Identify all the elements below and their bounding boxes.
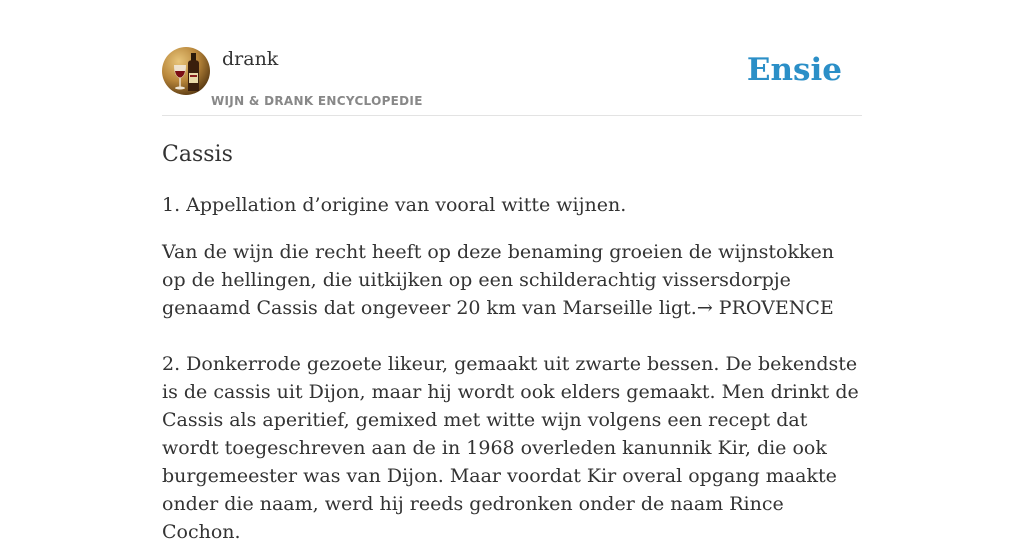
site-name[interactable]: drank [222,48,279,70]
brand-logo[interactable]: Ensie [746,52,842,88]
article-title: Cassis [162,142,233,167]
article [162,138,862,546]
article-paragraph: Van de wijn die recht heeft op deze benaming groeien de wijnstokken op de hellingen, die uitkijken op een schilderachtig vissersdorpje genaamd Cassis dat ongeveer 20 km van Marseille ligt.→ PROVENCE [162,241,834,319]
site-subtitle[interactable]: WIJN & DRANK ENCYCLOPEDIE [211,94,423,108]
article-paragraph: 1. Appellation d’origine van vooral witte wijnen. [162,194,627,216]
wine-glass-bottle-icon[interactable] [162,47,210,95]
article-paragraph: 2. Donkerrode gezoete likeur, gemaakt uit zwarte bessen. De bekendste is de cassis uit Dijon, maar hij wordt ook elders gemaakt. Men drinkt de Cassis als aperitief, gemixed met witte wijn volgens een recept dat wordt toegeschreven aan de in 1968 overleden kanunnik Kir, die ook burgemeester was van Dijon. Maar voordat Kir overal opgang maakte onder die naam, werd hij reeds gedronken onder de naam Rince Cochon. [162,353,859,543]
header [162,47,862,116]
